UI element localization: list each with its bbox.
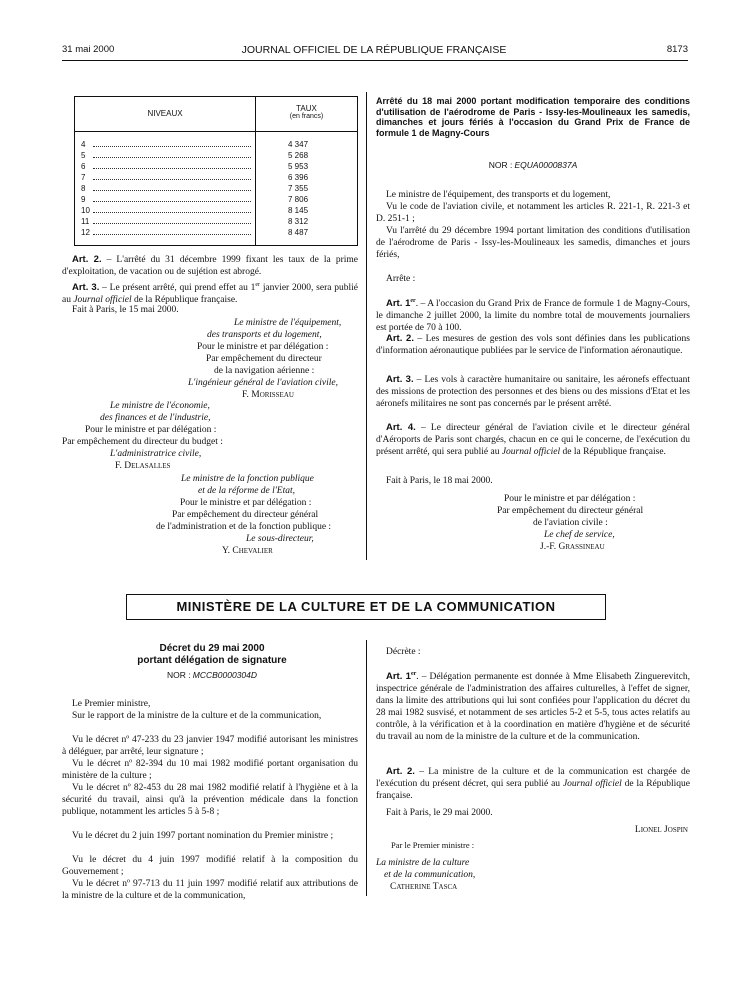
arrete-p2-text: Vu le code de l'aviation civile, et notamment les articles R. 221-1, R. 221-3 et D. 251-1 ; [376, 202, 690, 224]
decree-nor-code: MCCB0000304D [192, 670, 257, 680]
sig1-line1: Le ministre de l'équipement, [234, 318, 342, 328]
arrete-art1 [376, 295, 690, 334]
arrete-title: Arrêté du 18 mai 2000 portant modification temporaire des conditions d'utilisation de l'aérodrome de Paris - Issy-les-Moulineaux les samedis, dimanches et jours fériés à l'occasion du Grand Prix de France de formule 1 de Magny-Cours [376, 96, 690, 138]
decree-art2 [376, 766, 690, 802]
sig3-line3: Pour le ministre et par délégation : [180, 498, 312, 508]
decree-pm-name: Lionel Jospin [634, 825, 688, 835]
arrete-art4-text-b: de la République française. [560, 447, 666, 457]
art3-sup: er [255, 282, 261, 288]
art3-text-b: janvier 2000, sera publié au [62, 283, 358, 306]
sig1-line2: des transports et du logement, [207, 330, 322, 340]
table-cell-level: 7 [81, 173, 86, 182]
art2-text: – L'arrêté du 31 décembre 1999 fixant les taux de la prime d'exploitation, de vacation ou de sujétion est abrogé. [62, 255, 358, 277]
table-leader-dots [93, 168, 251, 169]
decree-p5 [62, 830, 358, 842]
sig2-line6: F. Delasalles [115, 461, 171, 471]
decree-art1 [376, 668, 690, 743]
table-cell-rate: 6 396 [288, 173, 309, 182]
sig2-line5: L'administratrice civile, [110, 449, 202, 459]
arrete-sig-line2: Par empêchement du directeur général [497, 506, 644, 516]
decree-p4 [62, 782, 358, 818]
table-cell-level: 4 [81, 140, 86, 149]
arrete-art2-text: – Les mesures de gestion des vols sont définies dans les publications d'information aéronautique publiées par le service de l'information aéronautique. [376, 334, 690, 356]
table-row [81, 205, 351, 216]
decree-nor-label: NOR : [166, 670, 191, 680]
decree-art2-jo: Journal officiel [562, 779, 622, 789]
arrete-art3 [376, 374, 690, 410]
table-row [81, 172, 351, 183]
table-header-rates-line2: (en francs) [289, 113, 324, 120]
table-leader-dots [93, 212, 251, 213]
table-cell-level: 12 [81, 228, 90, 237]
arrete-p1-text: Le ministre de l'équipement, des transports et du logement, [386, 190, 611, 200]
decree-art1-label: Art. 1 [386, 671, 411, 683]
decree-par: Par le Premier ministre : [391, 840, 475, 850]
arrete-nor [376, 159, 690, 171]
sig3-line4: Par empêchement du directeur général [172, 510, 319, 520]
table-row [81, 150, 351, 161]
arrete-nor-label: NOR : [488, 160, 513, 170]
table-cell-level: 11 [81, 217, 90, 226]
decree-p0 [62, 698, 358, 710]
table-row [81, 227, 351, 238]
table-cell-level: 5 [81, 151, 86, 160]
table-cell-rate: 8 487 [288, 228, 309, 237]
journal-title: JOURNAL OFFICIEL DE LA RÉPUBLIQUE FRANÇAISE [241, 44, 507, 56]
arrete-art4-label: Art. 4. [386, 422, 416, 433]
table-cell-level: 10 [81, 206, 90, 215]
ministry-banner-box [126, 594, 606, 620]
sig1-line7: F. Morisseau [242, 390, 294, 400]
arrete-art3-text: – Les vols à caractère humanitaire ou sanitaire, les aéronefs effectuant des missions de protection des personnes et des biens ou des missions d'Etat et les aéronefs militaires ne sont pas concernés par le présent arrêté. [376, 375, 690, 409]
decree-p5-text: Vu le décret du 2 juin 1997 portant nomination du Premier ministre ; [72, 831, 334, 841]
arrete-art4 [376, 422, 690, 458]
decree-nor [62, 670, 362, 680]
decree-art2-label: Art. 2. [386, 766, 415, 777]
arrete-art1-text: . – A l'occasion du Grand Prix de France de formule 1 de Magny-Cours, le dimanche 2 juillet 2000, la limite du nombre total de mouvements journaliers est portée de 70 à 100. [376, 299, 690, 334]
art2-label: Art. 2. [72, 254, 102, 265]
art3-text-a: – Le présent arrêté, qui prend effet au 1 [99, 283, 256, 294]
arrete-p3 [376, 225, 690, 261]
art3-label: Art. 3. [72, 282, 100, 294]
left-done: Fait à Paris, le 15 mai 2000. [72, 305, 179, 315]
decree-p3 [62, 758, 358, 782]
decree-art1-sup: er [410, 671, 417, 677]
sig3-line7: Y. Chevalier [222, 546, 273, 556]
arrete-decide: Arrête : [386, 274, 416, 284]
arrete-done: Fait à Paris, le 18 mai 2000. [386, 476, 493, 486]
sig3-line6: Le sous-directeur, [246, 534, 314, 544]
table-header-rates-line1: TAUX [296, 104, 317, 113]
page-number: 8173 [666, 44, 688, 55]
header-date: 31 mai 2000 [62, 44, 115, 55]
sig2-line1: Le ministre de l'économie, [110, 401, 210, 411]
decree-p7-text: Vu le décret nº 97-713 du 11 juin 1997 modifié relatif aux attributions de la ministre de la culture et de la communication, [62, 879, 358, 901]
table-header-rates [256, 97, 357, 132]
decree-art2-text-a: – La ministre de la culture et de la communication est chargée de l'exécution du présent décret, qui sera publié au [376, 767, 690, 789]
arrete-p3-text: Vu l'arrêté du 29 décembre 1994 portant limitation des conditions d'utilisation de l'aérodrome de Paris - Issy-les-Moulineaux les samedis, dimanches et jours fériés, [376, 226, 690, 260]
decree-art2-text-b: de la République française. [376, 779, 690, 801]
decree-title-line1: Décret du 29 mai 2000 [159, 643, 265, 654]
table-leader-dots [93, 146, 251, 147]
art3-text-c: de la République française. [131, 295, 238, 306]
table-cell-level: 6 [81, 162, 86, 171]
sig1-line6: L'ingénieur général de l'aviation civile, [188, 378, 338, 388]
arrete-nor-code: EQUA0000837A [514, 160, 578, 170]
table-cell-rate: 8 312 [288, 217, 309, 226]
decree-art1-text: . – Délégation permanente est donnée à Mme Elisabeth Zinguerevitch, inspectrice générale de l'administration des affaires culturelles, à l'effet de signer, dans la limite des attributions qui lui sont confiées pour l'application du décret du 28 mai 1982 susvisé, et notamment de ses articles 5-2 et 5-5, tous actes relatifs au contrôle, à la vérification et à la coordination en matière d'hygiène et de sécurité du travail au nom de la ministre de la culture et de la communication. [376, 672, 690, 743]
art3-paragraph [62, 279, 358, 306]
header-rule [62, 60, 688, 61]
table-row [81, 183, 351, 194]
arrete-art2 [376, 333, 690, 357]
arrete-art4-text-a: – Le directeur général de l'aviation civile et le directeur général d'Aéroports de Paris sont chargés, chacun en ce qui le concerne, de l'exécution du présent arrêté, qui sera publié au [376, 423, 690, 457]
decree-p0-text: Le Premier ministre, [72, 699, 151, 709]
sig3-line5: de l'administration et de la fonction publique : [156, 522, 332, 532]
sig1-line4: Par empêchement du directeur [206, 354, 322, 364]
sig2-line3: Pour le ministre et par délégation : [85, 425, 217, 435]
sig1-line3: Pour le ministre et par délégation : [197, 342, 329, 352]
table-leader-dots [93, 234, 251, 235]
table-cell-rate: 5 268 [288, 151, 309, 160]
table-cell-rate: 8 145 [288, 206, 309, 215]
table-leader-dots [93, 190, 251, 191]
decree-decide: Décrète : [386, 647, 421, 657]
table-leader-dots [93, 157, 251, 158]
decree-p6-text: Vu le décret du 4 juin 1997 modifié relatif à la composition du Gouvernement ; [62, 855, 358, 877]
table-cell-level: 9 [81, 195, 86, 204]
arrete-art2-label: Art. 2. [386, 333, 414, 344]
arrete-p1 [376, 189, 690, 201]
arrete-sig-line4: Le chef de service, [544, 530, 615, 540]
decree-p3-text: Vu le décret nº 82-394 du 10 mai 1982 modifié portant organisation du ministère de la culture ; [62, 759, 358, 781]
arrete-sig-line1: Pour le ministre et par délégation : [504, 494, 636, 504]
table-leader-dots [93, 179, 251, 180]
rates-table [74, 96, 358, 246]
decree-sig-line3: Catherine Tasca [390, 882, 458, 892]
arrete-p2 [376, 201, 690, 225]
art3-jo: Journal officiel [73, 295, 132, 306]
table-cell-rate: 7 806 [288, 195, 309, 204]
table-leader-dots [93, 201, 251, 202]
ministry-banner-title: MINISTÈRE DE LA CULTURE ET DE LA COMMUNICATION [176, 599, 556, 614]
arrete-art1-label: Art. 1 [386, 298, 411, 310]
arrete-sig-line5: J.-F. Grassineau [540, 542, 605, 552]
table-cell-rate: 7 355 [288, 184, 309, 193]
arrete-art1-sup: er [410, 298, 416, 304]
arrete-art3-label: Art. 3. [386, 374, 414, 385]
decree-done: Fait à Paris, le 29 mai 2000. [386, 808, 493, 818]
table-cell-level: 8 [81, 184, 86, 193]
decree-p2-text: Vu le décret nº 47-233 du 23 janvier 1947 modifié autorisant les ministres à déléguer, par arrêté, leur signature ; [62, 735, 358, 757]
column-separator-top [366, 92, 367, 560]
table-row [81, 216, 351, 227]
table-cell-rate: 5 953 [288, 162, 309, 171]
table-cell-rate: 4 347 [288, 140, 309, 149]
decree-p6 [62, 854, 358, 878]
decree-p2 [62, 734, 358, 758]
art2-paragraph [62, 254, 358, 278]
table-header-levels: NIVEAUX [75, 97, 256, 132]
sig2-line2: des finances et de l'industrie, [100, 413, 211, 423]
decree-sig-line1: La ministre de la culture [376, 858, 470, 868]
decree-p1 [62, 710, 358, 722]
decree-p1-text: Sur le rapport de la ministre de la culture et de la communication, [72, 711, 322, 721]
table-leader-dots [93, 223, 251, 224]
decree-p4-text: Vu le décret nº 82-453 du 28 mai 1982 modifié relatif à l'hygiène et à la sécurité du travail, ainsi qu'à la prévention médicale dans la fonction publique, notamment les articles 5 à 5-8 ; [62, 783, 358, 817]
table-row [81, 139, 351, 150]
sig3-line2: et de la réforme de l'Etat, [198, 486, 296, 496]
sig3-line1: Le ministre de la fonction publique [181, 474, 314, 484]
sig1-line5: de la navigation aérienne : [214, 366, 315, 376]
sig2-line4: Par empêchement du directeur du budget : [62, 437, 223, 447]
column-separator-bottom [366, 640, 367, 896]
decree-title-line2: portant délégation de signature [137, 655, 287, 666]
arrete-sig-line3: de l'aviation civile : [533, 518, 608, 528]
arrete-art4-jo: Journal officiel [501, 447, 561, 457]
decree-sig-line2: et de la communication, [384, 870, 476, 880]
decree-p7 [62, 878, 358, 902]
table-row [81, 161, 351, 172]
table-row [81, 194, 351, 205]
